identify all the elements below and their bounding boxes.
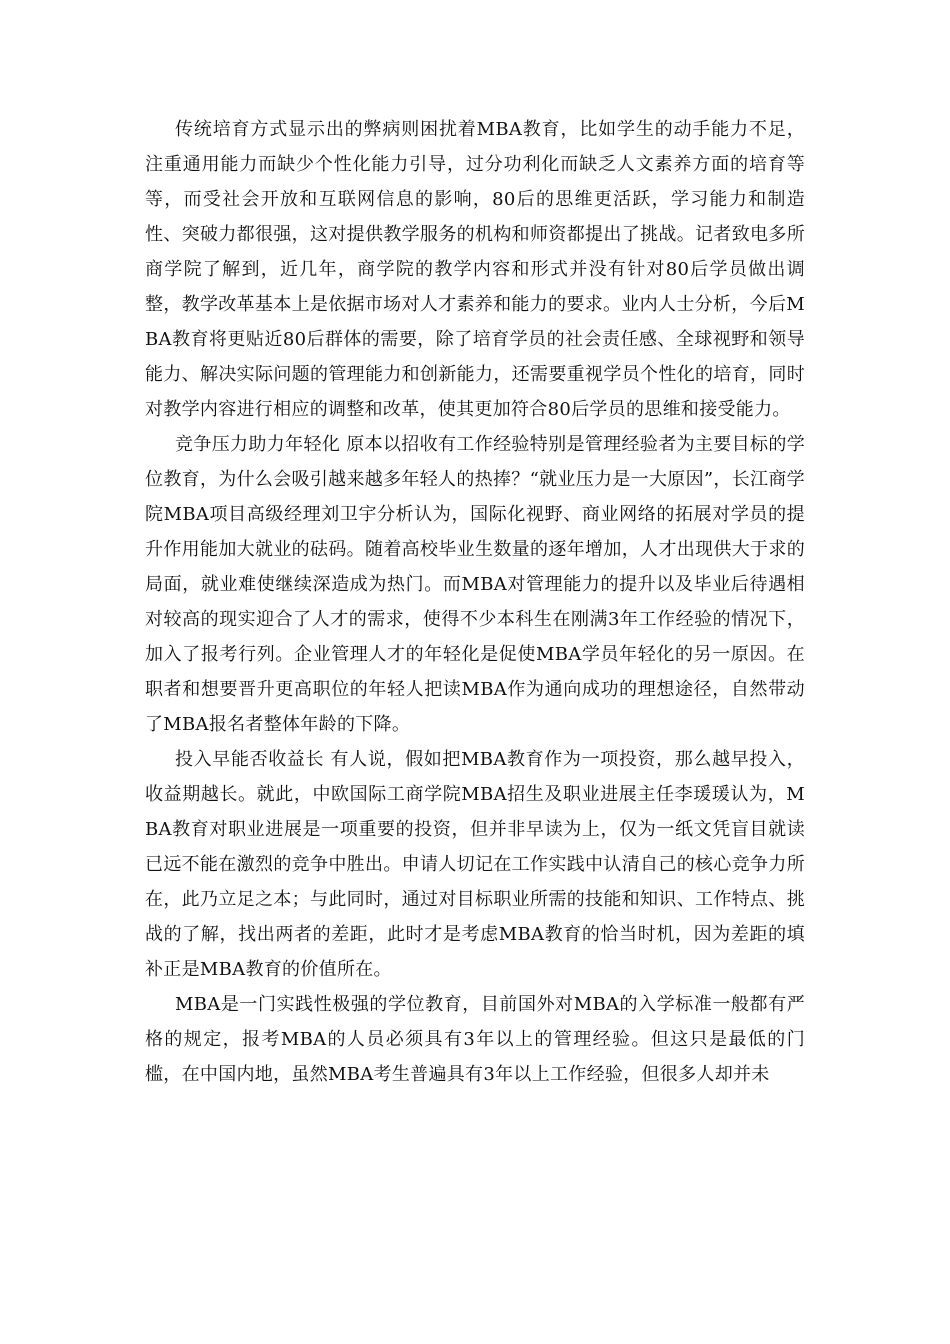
paragraph-3: 投入早能否收益长 有人说，假如把MBA教育作为一项投资，那么越早投入，收益期越长。就此，中欧国际工商学院MBA招生及职业进展主任李瑗瑗认为，MBA教育对职业进展是一项重要的投资，但并非早读为上，仅为一纸文凭盲目就读已远不能在激烈的竞争中胜出。申请人切记在工作实践中认清自己的核心竞争力所在，此乃立足之本；与此同时，通过对目标职业所需的技能和知识、工作特点、挑战的了解，找出两者的差距，此时才是考虑MBA教育的恰当时机，因为差距的填补正是MBA教育的价值所在。 — [145, 749, 805, 980]
paragraph-4: MBA是一门实践性极强的学位教育，目前国外对MBA的入学标准一般都有严格的规定，报考MBA的人员必须具有3年以上的管理经验。但这只是最低的门槛，在中国内地，虽然MBA考生普遍具有3年以上工作经验，但很多人却并未 — [145, 994, 805, 1085]
document-body — [145, 112, 805, 1092]
paragraph-1: 传统培育方式显示出的弊病则困扰着MBA教育，比如学生的动手能力不足，注重通用能力而缺少个性化能力引导，过分功利化而缺乏人文素养方面的培育等等，而受社会开放和互联网信息的影响，80后的思维更活跃，学习能力和制造性、突破力都很强，这对提供教学服务的机构和师资都提出了挑战。记者致电多所商学院了解到，近几年，商学院的教学内容和形式并没有针对80后学员做出调整，教学改革基本上是依据市场对人才素养和能力的要求。业内人士分析，今后MBA教育将更贴近80后群体的需要，除了培育学员的社会责任感、全球视野和领导能力、解决实际问题的管理能力和创新能力，还需要重视学员个性化的培育，同时对教学内容进行相应的调整和改革，使其更加符合80后学员的思维和接受能力。 — [145, 119, 805, 420]
paragraph-2: 竞争压力助力年轻化 原本以招收有工作经验特别是管理经验者为主要目标的学位教育，为什么会吸引越来越多年轻人的热捧？“就业压力是一大原因”，长江商学院MBA项目高级经理刘卫宇分析认为，国际化视野、商业网络的拓展对学员的提升作用能加大就业的砝码。随着高校毕业生数量的逐年增加，人才出现供大于求的局面，就业难使继续深造成为热门。而MBA对管理能力的提升以及毕业后待遇相对较高的现实迎合了人才的需求，使得不少本科生在刚满3年工作经验的情况下，加入了报考行列。企业管理人才的年轻化是促使MBA学员年轻化的另一原因。在职者和想要晋升更高职位的年轻人把读MBA作为通向成功的理想途径，自然带动了MBA报名者整体年龄的下降。 — [145, 434, 805, 735]
